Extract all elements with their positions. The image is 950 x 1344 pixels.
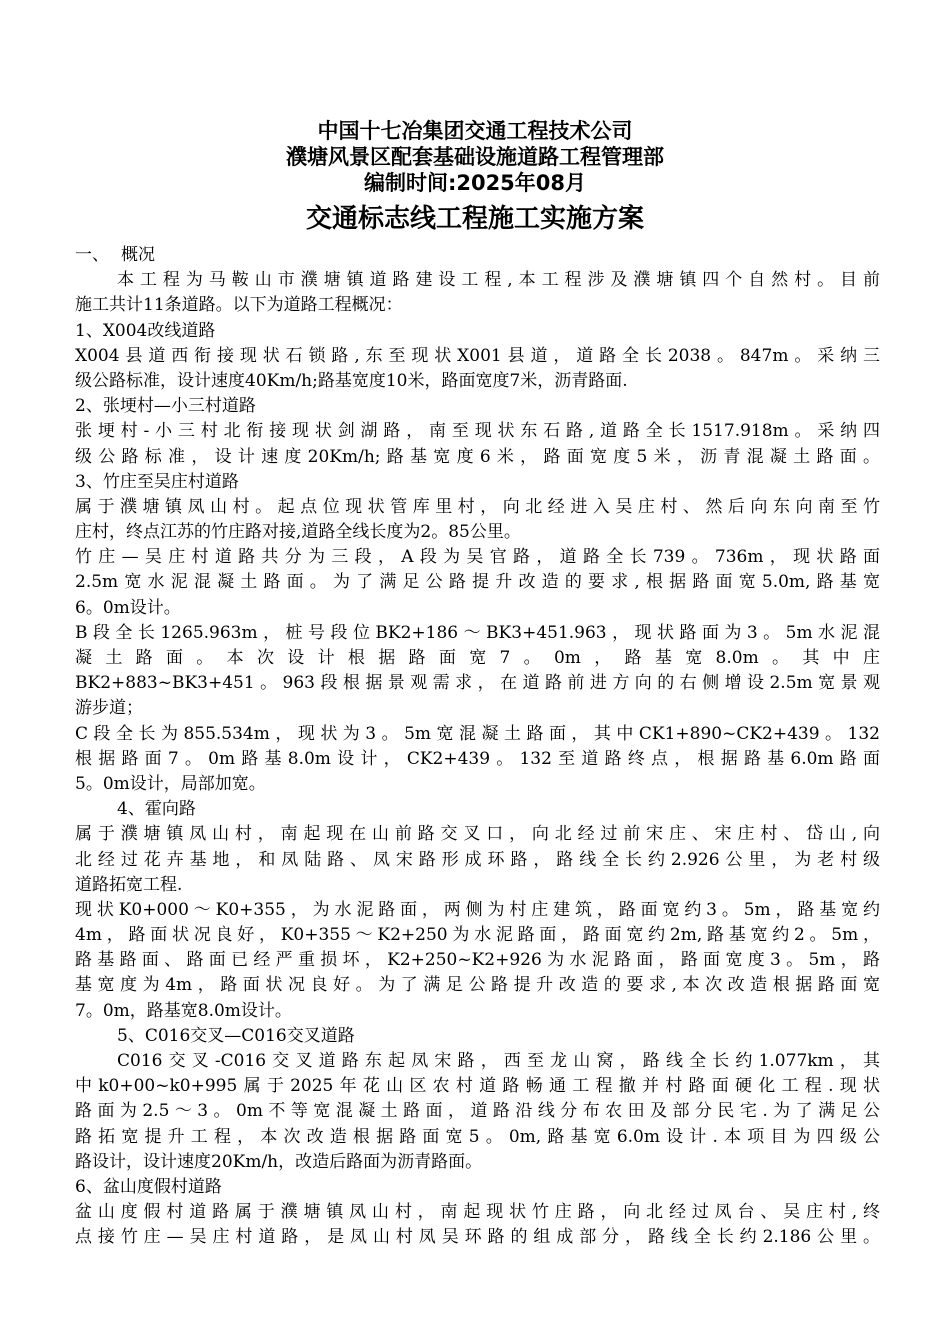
body-line: 北经过花卉基地，和凤陆路、凤宋路形成环路，路线全长约2.926公里，为老村级 — [75, 849, 880, 870]
body-line: 本工程为马鞍山市濮塘镇道路建设工程,本工程涉及濮塘镇四个自然村。目前 — [117, 270, 880, 291]
body-line: 属于濮塘镇凤山村，南起现在山前路交叉口，向北经过前宋庄、宋庄村、岱山,向 — [75, 824, 880, 845]
body-line: 1、X004改线道路 — [75, 320, 216, 341]
body-line: 路基路面、路面已经严重损坏，K2+250~K2+926为水泥路面，路面宽度3。5m，路 — [75, 950, 880, 971]
body-line: 6、盆山度假村道路 — [75, 1176, 222, 1197]
body-line: 凝土路面。本次设计根据路面宽7。0m，路基宽8.0m。其中庄 — [75, 648, 880, 668]
document-title: 交通标志线工程施工实施方案 — [305, 204, 644, 234]
body-line: C段全长为855.534m，现状为3。5m宽混凝土路面，其中CK1+890~CK2+439。132 — [75, 723, 880, 744]
body-line: 5、C016交叉—C016交叉道路 — [117, 1025, 355, 1046]
body-line: 4m，路面状况良好，K0+355～K2+250为水泥路面，路面宽约2m,路基宽约2。5m， — [75, 925, 880, 946]
body-line: 中k0+00~k0+995属于2025年花山区农村道路畅通工程撤并村路面硬化工程.现状 — [75, 1076, 880, 1097]
section-heading — [75, 243, 880, 268]
body-line: 根据路面7。0m路基8.0m设计，CK2+439。132至道路终点，根据路基6.0m路面 — [75, 748, 880, 769]
body-line: 庄村，终点江苏的竹庄路对接,道路全线长度为2。85公里。 — [75, 522, 521, 543]
body-line: 2、张埂村—小三村道路 — [75, 396, 256, 417]
body-line: 路设计，设计速度20Km/h，改造后路面为沥青路面。 — [75, 1151, 483, 1172]
body-line: 道路拓宽工程. — [75, 874, 183, 895]
company-name: 中国十七冶集团交通工程技术公司 — [317, 119, 633, 143]
body-line: 路面为2.5～3。0m不等宽混凝土路面，道路沿线分布农田及部分民宅.为了满足公 — [75, 1101, 880, 1122]
body-line: 竹庄—吴庄村道路共分为三段，A段为吴官路，道路全长739。736m，现状路面 — [75, 547, 880, 568]
body-line: 6。0m设计。 — [75, 597, 181, 618]
body-line: 张埂村-小三村北衔接现状剑湖路，南至现状东石路,道路全长1517.918m。采纳四 — [75, 421, 880, 442]
body-line: X004县道西衔接现状石锁路,东至现状X001县道，道路全长2038。847m。采纳三 — [75, 345, 880, 366]
document-body — [75, 243, 880, 1251]
body-line: 基宽度为4m，路面状况良好。为了满足公路提升改造的要求,本次改造根据路面宽 — [75, 975, 880, 996]
document-header — [0, 118, 950, 196]
body-line: 4、霍向路 — [117, 799, 196, 820]
section-number: 一、 — [75, 245, 109, 265]
compile-date: 编制时间:2025年08月 — [363, 171, 587, 195]
body-line: C016交叉-C016交叉道路东起凤宋路，西至龙山窝，路线全长约1.077km，其 — [117, 1051, 880, 1071]
body-line: 2.5m宽水泥混凝土路面。为了满足公路提升改造的要求,根据路面宽5.0m,路基宽 — [75, 572, 880, 593]
body-line: 5。0m设计，局部加宽。 — [75, 773, 266, 794]
body-line: BK2+883~BK3+451。963段根据景观需求，在道路前进方向的右侧增设2.5m宽景观 — [75, 673, 880, 694]
body-line: 盆山度假村道路属于濮塘镇凤山村，南起现状竹庄路，向北经过凤台、吴庄村,终 — [75, 1202, 880, 1223]
body-line: 现状K0+000～K0+355，为水泥路面，两侧为村庄建筑，路面宽约3。5m，路基宽约 — [75, 899, 880, 920]
body-line: 路拓宽提升工程，本次改造根据路面宽5。0m,路基宽6.0m设计.本项目为四级公 — [75, 1126, 880, 1147]
section-title: 概况 — [121, 245, 155, 265]
body-line: 施工共计11条道路。以下为道路工程概况： — [75, 295, 403, 316]
body-line: 点接竹庄—吴庄村道路，是凤山村凤吴环路的组成部分，路线全长约2.186公里。 — [75, 1227, 880, 1248]
body-line: 游步道； — [75, 698, 143, 719]
department-name: 濮塘风景区配套基础设施道路工程管理部 — [286, 145, 664, 169]
body-line: 属于濮塘镇凤山村。起点位现状管库里村，向北经进入吴庄村、然后向东向南至竹 — [75, 496, 880, 517]
body-line: 级公路标准，设计速度20Km/h;路基宽度6米，路面宽度5米，沥青混凝土路面。 — [75, 446, 880, 467]
body-line: 级公路标准，设计速度40Km/h;路基宽度10米，路面宽度7米，沥青路面. — [75, 370, 628, 391]
body-line: 3、竹庄至吴庄村道路 — [75, 471, 239, 492]
body-line: B段全长1265.963m，桩号段位BK2+186～BK3+451.963，现状路面为3。5m水泥混 — [75, 622, 880, 643]
body-line: 7。0m，路基宽8.0m设计。 — [75, 1000, 292, 1021]
